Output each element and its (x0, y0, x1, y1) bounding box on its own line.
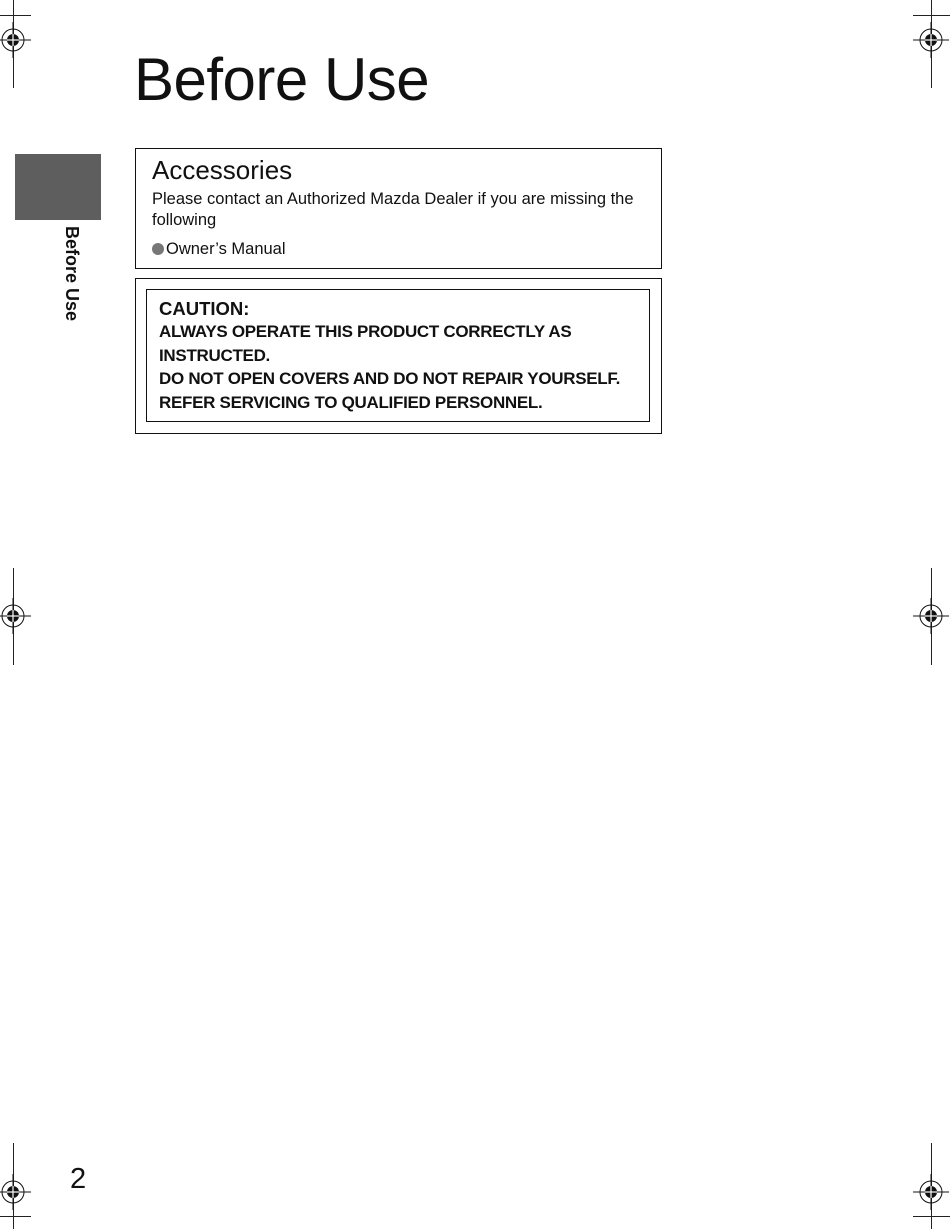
crop-line (0, 15, 31, 16)
crop-line (0, 1216, 31, 1217)
registration-mark-icon (0, 1174, 31, 1210)
accessory-item-label: Owner’s Manual (166, 240, 286, 258)
section-tab (15, 154, 101, 220)
caution-line: DO NOT OPEN COVERS AND DO NOT REPAIR YOURSELF. (159, 369, 620, 388)
registration-mark-icon (0, 22, 31, 58)
accessory-list-item (152, 239, 286, 259)
registration-mark-icon (913, 1174, 949, 1210)
caution-box (135, 278, 662, 434)
accessories-box (135, 148, 662, 269)
crop-line (913, 1216, 950, 1217)
section-tab-label: Before Use (62, 226, 82, 322)
bullet-icon (152, 243, 164, 255)
caution-line: REFER SERVICING TO QUALIFIED PERSONNEL. (159, 392, 543, 412)
accessories-heading: Accessories (152, 155, 293, 185)
registration-mark-icon (913, 598, 949, 634)
caution-title: CAUTION: (159, 298, 250, 319)
caution-text (159, 320, 649, 414)
page-number: 2 (70, 1163, 87, 1195)
page-title: Before Use (134, 46, 430, 113)
registration-mark-icon (913, 22, 949, 58)
caution-inner-frame (146, 289, 650, 422)
caution-line: INSTRUCTED. (159, 345, 270, 365)
caution-line: ALWAYS OPERATE THIS PRODUCT CORRECTLY AS (159, 322, 572, 341)
registration-mark-icon (0, 598, 31, 634)
accessories-description: Please contact an Authorized Mazda Dealer if you are missing the following (152, 190, 634, 229)
